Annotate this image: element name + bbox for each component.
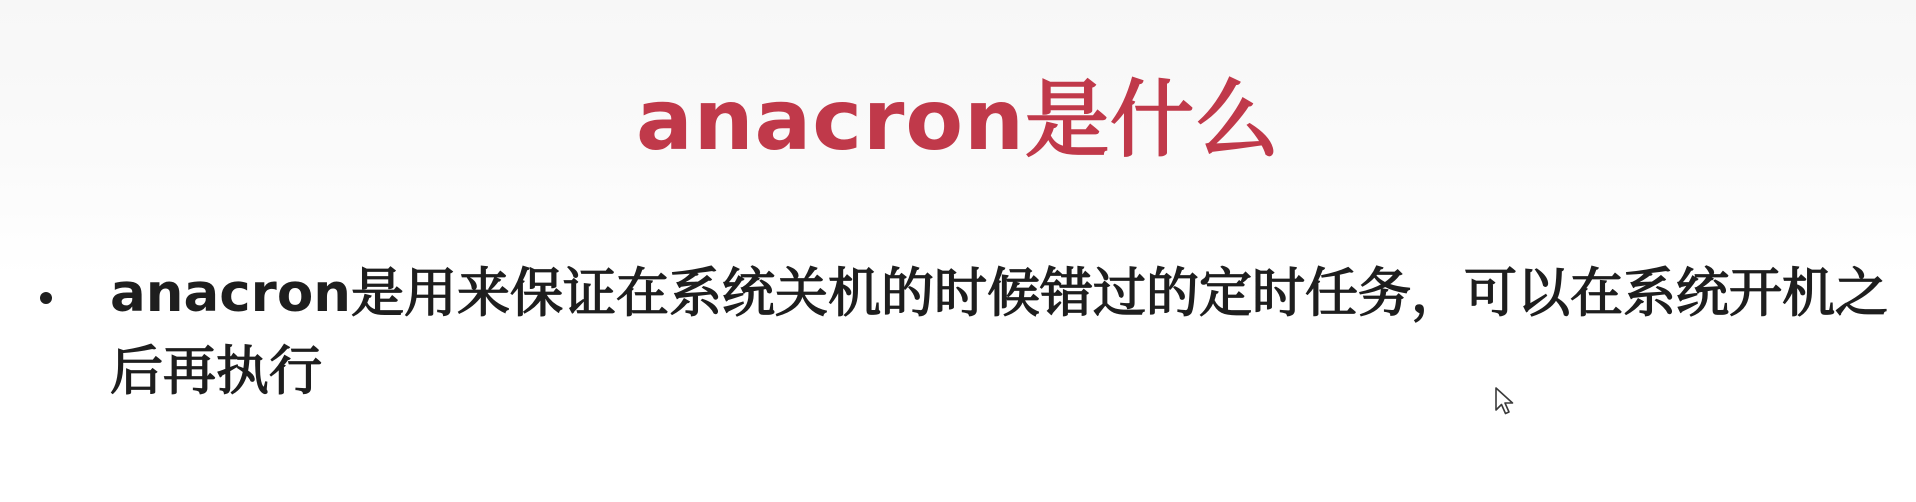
bullet-dot-icon bbox=[40, 292, 52, 304]
bullet-list bbox=[30, 255, 1890, 411]
slide-title: anacron是什么 bbox=[636, 71, 1280, 169]
mouse-pointer-icon bbox=[1494, 386, 1516, 416]
bullet-text: anacron是用来保证在系统关机的时候错过的定时任务，可以在系统开机之后再执行 bbox=[110, 263, 1888, 402]
bullet-item bbox=[30, 255, 1890, 411]
